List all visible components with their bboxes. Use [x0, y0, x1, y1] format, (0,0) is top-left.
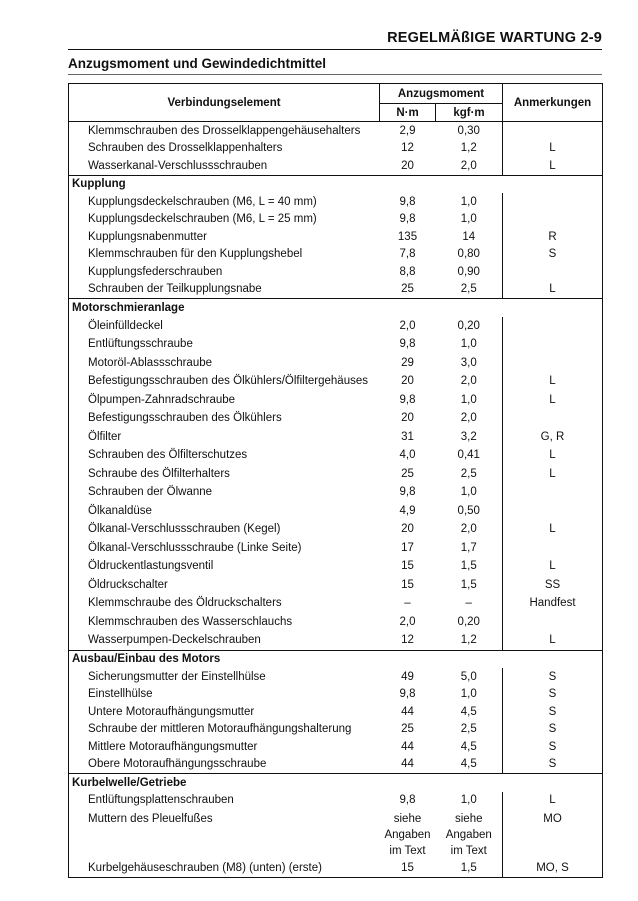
kgf-cell: 2,5 [460, 467, 477, 480]
section-title: Kurbelwelle/Getriebe [69, 774, 603, 792]
remarks-cell: L [503, 792, 603, 810]
element-cell: Öleinfülldeckel [69, 317, 380, 336]
nm-cell: 49 [401, 670, 414, 683]
remarks-cell: L [503, 465, 603, 484]
table-row [69, 157, 603, 175]
nm-cell: 17 [401, 541, 414, 554]
table-row [69, 122, 603, 140]
nm-cell: 20 [401, 523, 414, 536]
header-nm: N·m [380, 104, 436, 122]
element-cell: Klemmschrauben für den Kupplungshebel [69, 246, 380, 264]
element-cell: Sicherungsmutter der Einstellhülse [69, 668, 380, 686]
element-cell: Einstellhülse [69, 686, 380, 704]
kgf-cell-line: Angaben [445, 829, 492, 841]
subtitle-rule [68, 74, 602, 75]
nm-cell: 44 [401, 740, 414, 753]
remarks-cell [503, 483, 603, 502]
kgf-cell-line: siehe [455, 813, 483, 825]
element-cell: Kupplungsdeckelschrauben (M6, L = 40 mm) [69, 193, 380, 211]
nm-cell: 2,0 [399, 615, 416, 628]
element-cell: Motoröl-Ablassschraube [69, 354, 380, 373]
kgf-cell: 2,5 [460, 283, 477, 296]
table-row [69, 446, 603, 465]
kgf-cell: 2,5 [460, 723, 477, 736]
remarks-cell: L [503, 281, 603, 299]
header-remarks: Anmerkungen [503, 84, 603, 122]
table-row [69, 228, 603, 246]
remarks-cell: MO [503, 809, 603, 859]
element-cell: Ölkanal-Verschlussschrauben (Kegel) [69, 520, 380, 539]
kgf-cell: 1,0 [460, 393, 477, 406]
kgf-cell: 2,0 [460, 523, 477, 536]
nm-cell: 44 [401, 758, 414, 771]
kgf-cell: 1,0 [460, 486, 477, 499]
nm-cell: 2,0 [399, 319, 416, 332]
table-row [69, 317, 603, 336]
element-cell: Klemmschrauben des Drosselklappengehäusehalters [69, 122, 380, 140]
table-row [69, 354, 603, 373]
nm-cell: 15 [380, 859, 436, 877]
section-title: Ausbau/Einbau des Motors [69, 650, 603, 668]
remarks-cell: R [503, 228, 603, 246]
table-row [69, 520, 603, 539]
nm-cell: 9,8 [399, 794, 416, 807]
table-row [69, 428, 603, 447]
nm-cell: 135 [397, 230, 418, 243]
kgf-cell: 4,5 [460, 705, 477, 718]
remarks-cell: L [503, 372, 603, 391]
element-cell: Kurbelgehäuseschrauben (M8) (unten) (erste) [69, 859, 380, 877]
section-title: Kupplung [69, 175, 603, 193]
header-rule [68, 49, 602, 50]
element-cell: Schraube des Ölfilterhalters [69, 465, 380, 484]
page-header [68, 26, 602, 48]
element-cell: Entlüftungsschraube [69, 335, 380, 354]
remarks-cell [503, 409, 603, 428]
element-cell: Kupplungsfederschrauben [69, 263, 380, 281]
element-cell: Schrauben des Ölfilterschutzes [69, 446, 380, 465]
nm-cell: 9,8 [399, 195, 416, 208]
kgf-cell: 14 [462, 230, 476, 243]
remarks-cell [503, 502, 603, 521]
remarks-cell [503, 354, 603, 373]
element-cell: Schrauben der Ölwanne [69, 483, 380, 502]
remarks-cell: MO, S [503, 859, 603, 877]
remarks-cell [503, 122, 603, 140]
kgf-cell: 0,41 [457, 449, 480, 462]
table-row [69, 539, 603, 558]
element-cell: Klemmschrauben des Wasserschlauchs [69, 613, 380, 632]
nm-cell: 31 [401, 430, 414, 443]
element-cell: Ölpumpen-Zahnradschraube [69, 391, 380, 410]
table-row [69, 756, 603, 774]
kgf-cell: 2,0 [460, 375, 477, 388]
element-cell: Entlüftungsplattenschrauben [69, 792, 380, 810]
nm-cell [380, 809, 436, 859]
remarks-cell: L [503, 446, 603, 465]
table-row [69, 703, 603, 721]
kgf-cell [436, 809, 503, 859]
element-cell: Kupplungsdeckelschrauben (M6, L = 25 mm) [69, 211, 380, 229]
kgf-cell: 0,30 [436, 122, 503, 140]
element-cell: Mittlere Motoraufhängungsmutter [69, 738, 380, 756]
nm-cell: 9,8 [399, 486, 416, 499]
kgf-cell: 0,80 [457, 248, 480, 261]
nm-cell: 25 [401, 283, 414, 296]
section-header-row [69, 175, 603, 193]
kgf-cell: 1,0 [460, 213, 477, 226]
table-row [69, 631, 603, 650]
kgf-cell: 1,0 [460, 338, 477, 351]
element-cell: Schrauben der Teilkupplungsnabe [69, 281, 380, 299]
kgf-cell: 0,50 [457, 504, 480, 517]
nm-cell: 9,8 [399, 338, 416, 351]
nm-cell: 15 [401, 578, 414, 591]
kgf-cell: 3,0 [460, 356, 477, 369]
kgf-cell: 1,2 [460, 634, 477, 647]
kgf-cell: 1,5 [460, 560, 477, 573]
kgf-cell: 3,2 [460, 430, 477, 443]
kgf-cell: 0,20 [457, 319, 480, 332]
remarks-cell: L [503, 631, 603, 650]
nm-cell: 4,0 [399, 449, 416, 462]
element-cell: Schrauben des Drosselklappenhalters [69, 140, 380, 158]
kgf-cell: 2,0 [460, 159, 477, 172]
element-cell: Muttern des Pleuelfußes [69, 809, 380, 859]
remarks-cell: G, R [503, 428, 603, 447]
remarks-cell: Handfest [503, 594, 603, 613]
nm-cell: – [404, 597, 411, 610]
table-row [69, 263, 603, 281]
nm-cell: 20 [401, 375, 414, 388]
kgf-cell: 1,5 [436, 859, 503, 877]
nm-cell-line: im Text [389, 845, 426, 857]
remarks-cell: S [503, 668, 603, 686]
remarks-cell: L [503, 157, 603, 175]
remarks-cell: L [503, 520, 603, 539]
kgf-cell: 5,0 [460, 670, 477, 683]
nm-cell: 9,8 [399, 393, 416, 406]
element-cell: Öldruckschalter [69, 576, 380, 595]
table-row [69, 613, 603, 632]
nm-cell: 8,8 [399, 265, 416, 278]
remarks-cell [503, 613, 603, 632]
nm-cell: 20 [401, 159, 414, 172]
element-cell: Öldruckentlastungsventil [69, 557, 380, 576]
element-cell: Ölfilter [69, 428, 380, 447]
remarks-cell: SS [503, 576, 603, 595]
table-row [69, 140, 603, 158]
element-cell: Wasserpumpen-Deckelschrauben [69, 631, 380, 650]
element-cell: Befestigungsschrauben des Ölkühlers [69, 409, 380, 428]
table-row [69, 465, 603, 484]
table-row [69, 576, 603, 595]
table-row [69, 594, 603, 613]
remarks-cell: L [503, 140, 603, 158]
nm-cell: 2,9 [380, 122, 436, 140]
remarks-cell: S [503, 686, 603, 704]
nm-cell: 9,8 [399, 688, 416, 701]
torque-table-body [69, 122, 603, 878]
kgf-cell: 1,5 [460, 578, 477, 591]
remarks-cell [503, 193, 603, 211]
table-row [69, 557, 603, 576]
table-row [69, 409, 603, 428]
kgf-cell: 0,90 [457, 265, 480, 278]
remarks-cell [503, 335, 603, 354]
section-header-row [69, 650, 603, 668]
table-row [69, 738, 603, 756]
table-row [69, 211, 603, 229]
nm-cell: 12 [401, 142, 414, 155]
nm-cell-line: Angaben [384, 829, 431, 841]
header-torque: Anzugsmoment [380, 84, 503, 104]
table-row [69, 859, 603, 877]
table-row [69, 372, 603, 391]
kgf-cell-line: im Text [450, 845, 487, 857]
nm-cell: 25 [401, 467, 414, 480]
nm-cell: 4,9 [399, 504, 416, 517]
table-row [69, 792, 603, 810]
table-row [69, 721, 603, 739]
page-title: REGELMÄßIGE WARTUNG 2-9 [387, 30, 602, 46]
element-cell: Ölkanal-Verschlussschraube (Linke Seite) [69, 539, 380, 558]
table-row [69, 668, 603, 686]
kgf-cell: 2,0 [460, 412, 477, 425]
remarks-cell [503, 539, 603, 558]
kgf-cell: 1,2 [460, 142, 477, 155]
nm-cell: 29 [401, 356, 414, 369]
element-cell: Obere Motoraufhängungsschraube [69, 756, 380, 774]
kgf-cell: 1,7 [460, 541, 477, 554]
remarks-cell: S [503, 756, 603, 774]
nm-cell: 44 [401, 705, 414, 718]
table-row [69, 391, 603, 410]
nm-cell-line: siehe [393, 813, 422, 825]
element-cell: Klemmschraube des Öldruckschalters [69, 594, 380, 613]
header-element: Verbindungselement [69, 84, 380, 122]
table-row [69, 809, 603, 859]
table-row [69, 483, 603, 502]
kgf-cell: 4,5 [460, 740, 477, 753]
remarks-cell: S [503, 721, 603, 739]
remarks-cell: S [503, 703, 603, 721]
nm-cell: 7,8 [399, 248, 416, 261]
remarks-cell: S [503, 246, 603, 264]
element-cell: Kupplungsnabenmutter [69, 228, 380, 246]
kgf-cell: 1,0 [460, 195, 477, 208]
element-cell: Ölkanaldüse [69, 502, 380, 521]
table-row [69, 281, 603, 299]
remarks-cell [503, 263, 603, 281]
element-cell: Schraube der mittleren Motoraufhängungshalterung [69, 721, 380, 739]
section-header-row [69, 299, 603, 317]
nm-cell: 25 [401, 723, 414, 736]
kgf-cell: 0,20 [457, 615, 480, 628]
table-row [69, 686, 603, 704]
table-row [69, 246, 603, 264]
nm-cell: 20 [401, 412, 414, 425]
header-kgf: kgf·m [436, 104, 503, 122]
torque-table [68, 83, 603, 878]
kgf-cell: – [465, 597, 472, 610]
nm-cell: 15 [401, 560, 414, 573]
remarks-cell: S [503, 738, 603, 756]
kgf-cell: 4,5 [460, 758, 477, 771]
element-cell: Befestigungsschrauben des Ölkühlers/Ölfiltergehäuses [69, 372, 380, 391]
kgf-cell: 1,0 [460, 794, 477, 807]
nm-cell: 12 [401, 634, 414, 647]
table-row [69, 193, 603, 211]
element-cell: Wasserkanal-Verschlussschrauben [69, 157, 380, 175]
table-row [69, 335, 603, 354]
kgf-cell: 1,0 [460, 688, 477, 701]
remarks-cell [503, 317, 603, 336]
remarks-cell [503, 211, 603, 229]
table-row [69, 502, 603, 521]
remarks-cell: L [503, 557, 603, 576]
nm-cell: 9,8 [399, 213, 416, 226]
section-header-row [69, 774, 603, 792]
section-subtitle: Anzugsmoment und Gewindedichtmittel [68, 56, 327, 71]
element-cell: Untere Motoraufhängungsmutter [69, 703, 380, 721]
remarks-cell: L [503, 391, 603, 410]
section-title: Motorschmieranlage [69, 299, 603, 317]
